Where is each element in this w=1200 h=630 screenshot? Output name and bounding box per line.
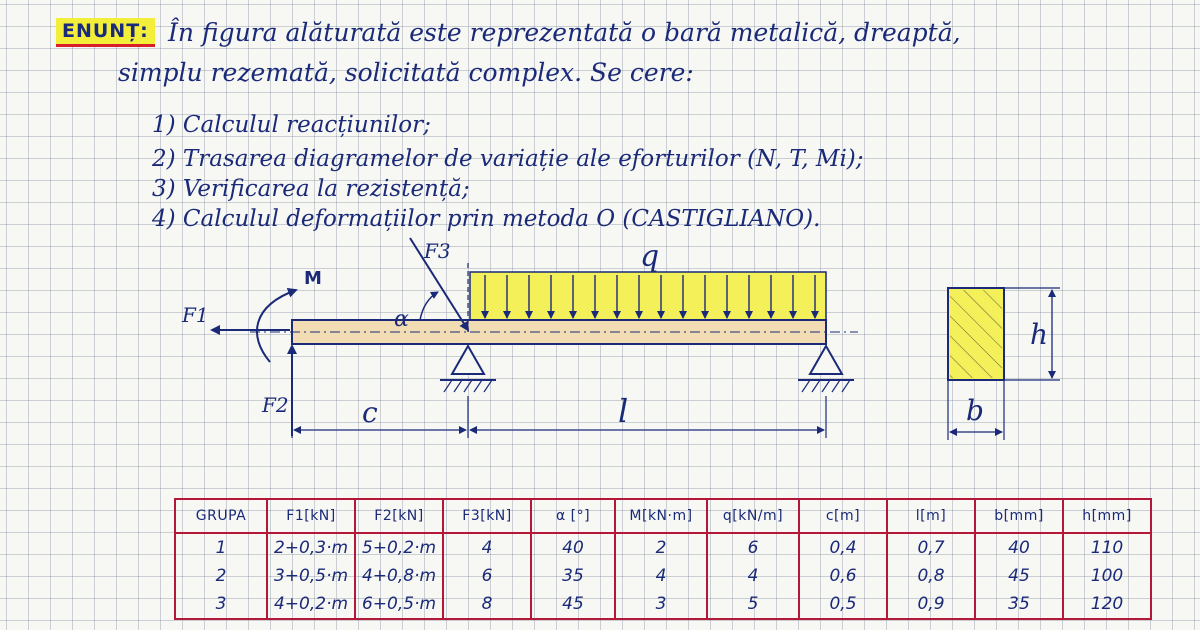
label-l: l <box>618 392 629 430</box>
table-cell: 100 <box>1063 562 1151 590</box>
table-cell: 4 <box>443 533 531 562</box>
col-header: q[kN/m] <box>707 499 799 533</box>
table-cell: 3+0,5·m <box>267 562 355 590</box>
table-cell: 2 <box>615 533 707 562</box>
col-header: M[kN·m] <box>615 499 707 533</box>
table-cell: 40 <box>531 533 615 562</box>
table-cell: 35 <box>531 562 615 590</box>
moment-m-arrow <box>257 290 296 362</box>
table-cell: 5+0,2·m <box>355 533 443 562</box>
table-cell: 3 <box>615 590 707 619</box>
label-alpha: α <box>394 307 409 332</box>
table-row <box>175 533 1151 562</box>
col-header: GRUPA <box>175 499 267 533</box>
label-f1: F1 <box>182 303 209 327</box>
table-cell: 2 <box>175 562 267 590</box>
table-row <box>175 590 1151 619</box>
table-cell: 3 <box>175 590 267 619</box>
table-cell: 0,8 <box>887 562 975 590</box>
table-cell: 6 <box>443 562 531 590</box>
col-header: F2[kN] <box>355 499 443 533</box>
table-cell: 110 <box>1063 533 1151 562</box>
table-cell: 45 <box>975 562 1063 590</box>
table-cell: 0,9 <box>887 590 975 619</box>
table-cell: 6+0,5·m <box>355 590 443 619</box>
table-row <box>175 562 1151 590</box>
label-f3: F3 <box>424 239 451 263</box>
table-cell: 1 <box>175 533 267 562</box>
cross-section-hatch <box>950 290 1002 378</box>
col-header: l[m] <box>887 499 975 533</box>
task-1: 1) Calculul reacțiunilor; <box>152 112 431 138</box>
alpha-arc <box>420 292 438 320</box>
label-c: c <box>362 396 378 429</box>
intro-line-1: În figura alăturată este reprezentată o bară metalică, dreaptă, <box>168 18 961 47</box>
pinned-support <box>440 346 496 392</box>
col-header: c[m] <box>799 499 887 533</box>
table-cell: 4 <box>615 562 707 590</box>
table-cell: 0,4 <box>799 533 887 562</box>
table-cell: 120 <box>1063 590 1151 619</box>
label-h: h <box>1030 318 1049 351</box>
task-4: 4) Calculul deformațiilor prin metoda O (CASTIGLIANO). <box>152 206 821 232</box>
table-cell: 40 <box>975 533 1063 562</box>
table-cell: 5 <box>707 590 799 619</box>
table-cell: 4+0,2·m <box>267 590 355 619</box>
table-header-row <box>175 499 1151 533</box>
distributed-load-area <box>470 272 826 320</box>
table-cell: 6 <box>707 533 799 562</box>
table-cell: 0,5 <box>799 590 887 619</box>
table-cell: 2+0,3·m <box>267 533 355 562</box>
label-m: M <box>304 268 322 289</box>
label-q: q <box>640 239 660 274</box>
label-b: b <box>966 394 984 427</box>
task-2: 2) Trasarea diagramelor de variație ale eforturilor (N, T, Mi); <box>152 146 864 172</box>
col-header: h[mm] <box>1063 499 1151 533</box>
task-3: 3) Verificarea la rezistență; <box>152 176 470 202</box>
table-cell: 45 <box>531 590 615 619</box>
table-cell: 0,6 <box>799 562 887 590</box>
label-f2: F2 <box>262 393 289 417</box>
table-cell: 35 <box>975 590 1063 619</box>
roller-support <box>798 346 854 392</box>
intro-line-2: simplu rezemată, solicitată complex. Se cere: <box>118 58 694 87</box>
table-cell: 4 <box>707 562 799 590</box>
col-header: b[mm] <box>975 499 1063 533</box>
table-cell: 8 <box>443 590 531 619</box>
table-cell: 4+0,8·m <box>355 562 443 590</box>
statement-label: ENUNȚ: <box>56 18 155 47</box>
col-header: α [°] <box>531 499 615 533</box>
table-cell: 0,7 <box>887 533 975 562</box>
col-header: F3[kN] <box>443 499 531 533</box>
col-header: F1[kN] <box>267 499 355 533</box>
data-table <box>174 498 1152 620</box>
